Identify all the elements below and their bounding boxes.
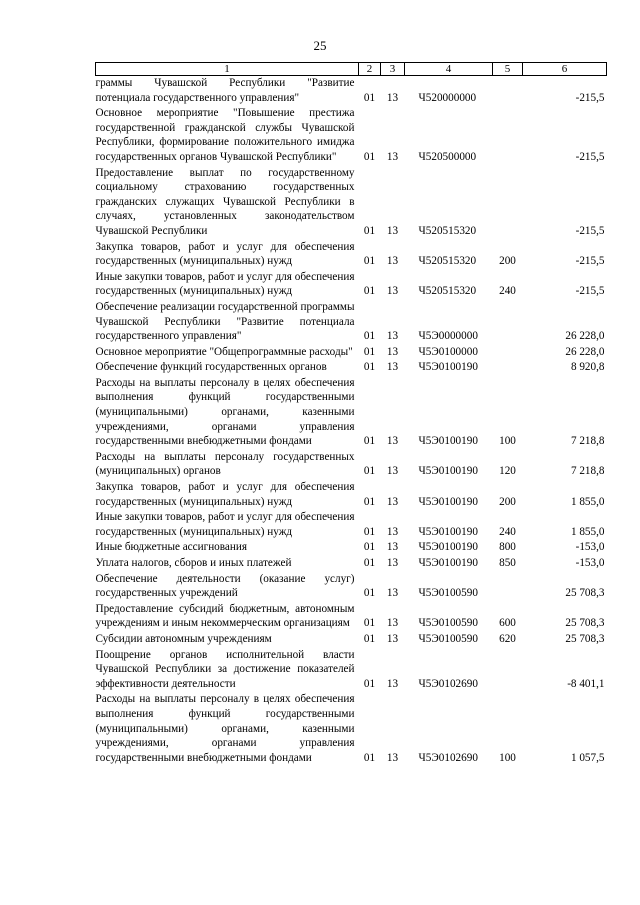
subsection-code: 13 xyxy=(386,345,399,358)
item-name: Поощрение органов исполнительной власти Чувашской Республики за достижение показателей эффективности деятельности xyxy=(95,648,355,690)
table-row xyxy=(96,166,607,240)
item-name: Субсидии автономным учреждениям xyxy=(95,632,272,645)
subsection-code: 13 xyxy=(386,465,399,478)
target-item-code: Ч5Э0100190 xyxy=(418,495,478,508)
subsection-code: 13 xyxy=(386,285,399,298)
section-code: 01 xyxy=(363,150,376,163)
table-header xyxy=(96,63,607,76)
target-item-code: Ч5Э0102690 xyxy=(418,677,478,690)
expense-type-code: 200 xyxy=(499,495,516,508)
subsection-code: 13 xyxy=(386,495,399,508)
section-code: 01 xyxy=(363,557,376,569)
item-name: Уплата налогов, сборов и иных платежей xyxy=(95,557,292,569)
amount: 25 708,3 xyxy=(565,617,605,630)
table-row xyxy=(96,510,607,540)
item-name: Закупка товаров, работ и услуг для обеспечения государственных (муниципальных) нужд xyxy=(95,481,355,508)
column-header-1: 1 xyxy=(96,63,359,76)
amount: 7 218,8 xyxy=(570,435,605,448)
amount: 1 855,0 xyxy=(570,525,605,538)
amount: -215,5 xyxy=(575,224,605,237)
section-code: 01 xyxy=(363,587,376,600)
column-header-5: 5 xyxy=(493,63,523,76)
item-name: Обеспечение функций государственных органов xyxy=(95,361,327,374)
subsection-code: 13 xyxy=(386,587,399,600)
expense-type-code xyxy=(493,300,523,345)
target-item-code: Ч520500000 xyxy=(418,150,477,163)
column-header-3: 3 xyxy=(381,63,405,76)
item-name: Иные закупки товаров, работ и услуг для обеспечения государственных (муниципальных) нужд xyxy=(95,511,355,538)
subsection-code: 13 xyxy=(386,677,399,690)
expense-type-code: 800 xyxy=(499,541,516,554)
section-code: 01 xyxy=(363,285,376,298)
subsection-code: 13 xyxy=(386,525,399,538)
target-item-code: Ч5Э0100190 xyxy=(418,465,478,478)
subsection-code: 13 xyxy=(386,361,399,374)
column-header-6: 6 xyxy=(523,63,607,76)
section-code: 01 xyxy=(363,330,376,343)
item-name: Предоставление выплат по государственному социальному страхованию государственных гражданских служащих Чувашской Республики в случаях, установленных законодательством Чувашской Республики xyxy=(95,166,355,237)
subsection-code: 13 xyxy=(386,632,399,645)
item-name: Закупка товаров, работ и услуг для обеспечения государственных (муниципальных) нужд xyxy=(95,240,355,268)
target-item-code: Ч5Э0100190 xyxy=(418,557,478,569)
table-row xyxy=(96,692,607,766)
amount: -215,5 xyxy=(575,91,605,104)
item-name: Основное мероприятие "Повышение престижа государственной гражданской службы Чувашской Республики, формирование положительного имиджа государственных органов Чувашской Республики" xyxy=(95,107,355,163)
section-code: 01 xyxy=(363,465,376,478)
item-name: граммы Чувашской Республики "Развитие потенциала государственного управления" xyxy=(95,77,355,104)
table-row xyxy=(96,76,607,107)
expense-type-code: 100 xyxy=(499,435,516,448)
subsection-code: 13 xyxy=(386,91,399,104)
expense-type-code xyxy=(493,106,523,165)
subsection-code: 13 xyxy=(386,541,399,554)
expense-type-code: 620 xyxy=(499,632,516,645)
item-name: Расходы на выплаты персоналу в целях обеспечения выполнения функций государственными (муниципальными) органами, казенными учреждениями, органами управления государственными внебюджетными фондами xyxy=(95,693,355,764)
table-body xyxy=(96,76,607,767)
target-item-code: Ч5Э0100590 xyxy=(418,632,478,645)
section-code: 01 xyxy=(363,255,376,268)
target-item-code: Ч5Э0100190 xyxy=(418,361,478,374)
target-item-code: Ч5Э0100590 xyxy=(418,587,478,600)
expense-type-code: 100 xyxy=(499,751,516,764)
amount: 26 228,0 xyxy=(565,345,605,358)
subsection-code: 13 xyxy=(386,751,399,764)
table-row xyxy=(96,450,607,480)
target-item-code: Ч5Э0100000 xyxy=(418,345,478,358)
table-row xyxy=(96,480,607,510)
expense-type-code xyxy=(493,360,523,376)
table-row xyxy=(96,240,607,270)
table-row xyxy=(96,270,607,300)
subsection-code: 13 xyxy=(386,330,399,343)
amount: 7 218,8 xyxy=(570,465,605,478)
item-name: Обеспечение реализации государственной программы Чувашской Республики "Развитие потенциала государственного управления" xyxy=(95,300,355,343)
section-code: 01 xyxy=(363,751,376,764)
expense-type-code: 200 xyxy=(499,255,516,268)
expense-type-code xyxy=(493,572,523,602)
target-item-code: Ч5Э0100190 xyxy=(418,525,478,538)
section-code: 01 xyxy=(363,435,376,448)
target-item-code: Ч5Э0102690 xyxy=(418,751,478,764)
expense-type-code: 600 xyxy=(499,617,516,630)
section-code: 01 xyxy=(363,345,376,358)
section-code: 01 xyxy=(363,495,376,508)
item-name: Расходы на выплаты персоналу государственных (муниципальных) органов xyxy=(95,450,355,478)
expense-type-code xyxy=(493,166,523,240)
table-row xyxy=(96,376,607,450)
table-row xyxy=(96,540,607,556)
table-row xyxy=(96,632,607,648)
item-name: Иные закупки товаров, работ и услуг для обеспечения государственных (муниципальных) нужд xyxy=(95,270,355,298)
table-row xyxy=(96,602,607,632)
table-row xyxy=(96,106,607,165)
table-row xyxy=(96,572,607,602)
subsection-code: 13 xyxy=(386,255,399,268)
item-name: Основное мероприятие "Общепрограммные расходы" xyxy=(95,345,353,358)
expense-type-code xyxy=(493,76,523,107)
subsection-code: 13 xyxy=(386,617,399,630)
column-header-4: 4 xyxy=(405,63,493,76)
section-code: 01 xyxy=(363,677,376,690)
section-code: 01 xyxy=(363,525,376,538)
target-item-code: Ч520515320 xyxy=(418,255,477,268)
expense-type-code: 240 xyxy=(499,285,516,298)
table-row xyxy=(96,360,607,376)
amount: 8 920,8 xyxy=(570,361,605,374)
target-item-code: Ч5Э0000000 xyxy=(418,330,478,343)
target-item-code: Ч5Э0100590 xyxy=(418,617,478,630)
item-name: Предоставление субсидий бюджетным, автономным учреждениям и иным некоммерческим организациям xyxy=(95,602,355,630)
section-code: 01 xyxy=(363,361,376,374)
expense-type-code xyxy=(493,345,523,361)
table-row xyxy=(96,345,607,361)
expense-type-code: 120 xyxy=(499,465,516,478)
amount: -215,5 xyxy=(575,285,605,298)
item-name: Иные бюджетные ассигнования xyxy=(95,541,247,554)
subsection-code: 13 xyxy=(386,150,399,163)
amount: -153,0 xyxy=(575,541,605,554)
amount: -215,5 xyxy=(575,255,605,268)
budget-table xyxy=(95,62,607,766)
column-header-2: 2 xyxy=(359,63,381,76)
section-code: 01 xyxy=(363,541,376,554)
table-row xyxy=(96,300,607,345)
amount: 25 708,3 xyxy=(565,632,605,645)
target-item-code: Ч520000000 xyxy=(418,91,477,104)
table-row xyxy=(96,556,607,572)
item-name: Обеспечение деятельности (оказание услуг) государственных учреждений xyxy=(95,572,355,600)
amount: -215,5 xyxy=(575,150,605,163)
target-item-code: Ч5Э0100190 xyxy=(418,541,478,554)
amount: 26 228,0 xyxy=(565,330,605,343)
table-row xyxy=(96,648,607,693)
section-code: 01 xyxy=(363,224,376,237)
target-item-code: Ч5Э0100190 xyxy=(418,435,478,448)
section-code: 01 xyxy=(363,617,376,630)
amount: 25 708,3 xyxy=(565,587,605,600)
section-code: 01 xyxy=(363,632,376,645)
amount: -153,0 xyxy=(575,557,605,569)
expense-type-code: 240 xyxy=(499,525,516,538)
target-item-code: Ч520515320 xyxy=(418,285,477,298)
subsection-code: 13 xyxy=(386,224,399,237)
expense-type-code: 850 xyxy=(499,557,516,569)
amount: 1 057,5 xyxy=(570,751,605,764)
target-item-code: Ч520515320 xyxy=(418,224,477,237)
expense-type-code xyxy=(493,648,523,693)
header-row xyxy=(96,63,607,76)
subsection-code: 13 xyxy=(386,557,399,569)
amount: 1 855,0 xyxy=(570,495,605,508)
section-code: 01 xyxy=(363,91,376,104)
amount: -8 401,1 xyxy=(567,677,605,690)
subsection-code: 13 xyxy=(386,435,399,448)
item-name: Расходы на выплаты персоналу в целях обеспечения выполнения функций государственными (муниципальными) органами, казенными учреждениями, органами управления государственными внебюджетными фондами xyxy=(95,376,355,448)
page-number: 25 xyxy=(313,38,327,53)
